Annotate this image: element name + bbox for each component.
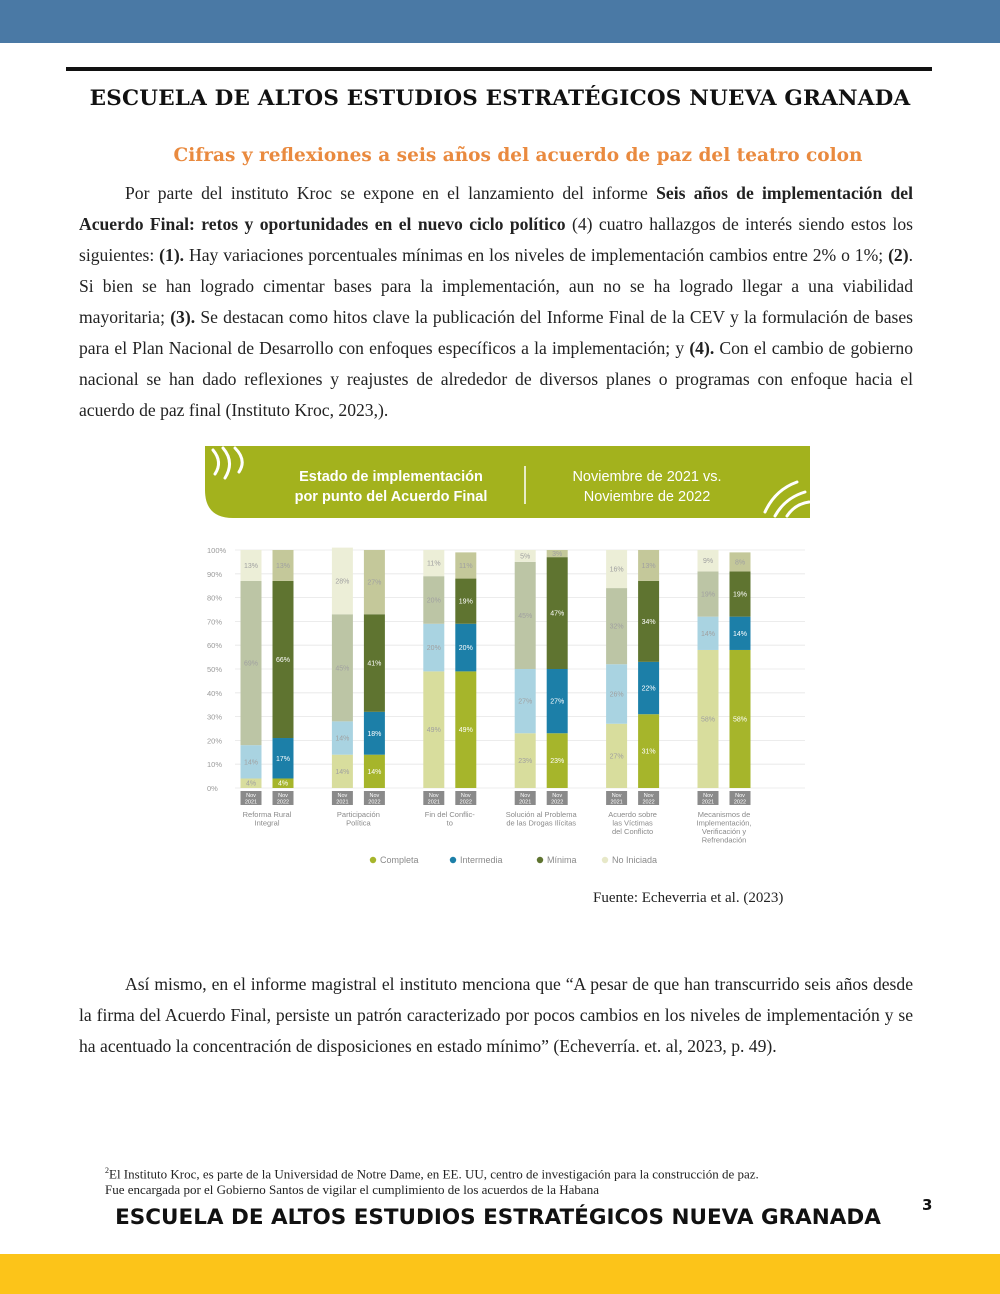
y-tick-label: 70% <box>207 617 223 627</box>
header-rule <box>66 67 932 71</box>
bar-value-label: 23% <box>550 758 565 766</box>
bar-value-label: 34% <box>641 618 656 626</box>
bar-value-label: 20% <box>458 645 473 653</box>
bar-value-label: 31% <box>641 748 656 756</box>
plot-area <box>207 546 805 865</box>
bar-value-label: 27% <box>518 698 533 706</box>
bar-value-label: 58% <box>732 716 748 724</box>
bar-value-label: 23% <box>518 758 533 766</box>
legend-marker <box>537 857 543 863</box>
bar-value-label: 14% <box>335 768 350 776</box>
bar-value-label: 41% <box>367 660 382 668</box>
legend-label: Mínima <box>547 855 577 865</box>
p1-text-5: Se destacan como hitos clave la publicación del Informe Final de la CEV y la formulación de bases para el Plan Nacional de Desarrollo con enfoques específicos a la implementación; y <box>79 307 914 358</box>
y-tick-label: 80% <box>207 593 223 603</box>
report-title: Seis años de implementación del Acuerdo Final: retos y oportunidades en el nuevo ciclo político <box>79 183 914 234</box>
bar-value-label: 3% <box>552 551 563 559</box>
chart-title-right-2: Noviembre de 2022 <box>583 489 711 505</box>
y-tick-label: 30% <box>207 712 223 722</box>
category-label: Solución al Problema <box>505 810 577 819</box>
period-label-month: Nov <box>520 793 531 799</box>
period-label-year: 2021 <box>519 799 532 806</box>
period-label-year: 2021 <box>427 799 440 806</box>
bar-value-label: 58% <box>700 716 716 724</box>
y-tick-label: 100% <box>207 546 227 555</box>
bar-value-label: 18% <box>367 730 382 738</box>
y-tick-label: 20% <box>207 736 223 746</box>
page-number: 3 <box>922 1196 933 1214</box>
chart-title-left-2: por punto del Acuerdo Final <box>294 489 488 505</box>
bar-value-label: 27% <box>367 579 382 587</box>
bar-value-label: 28% <box>335 578 350 586</box>
chart-title-left-1: Estado de implementación <box>299 469 483 485</box>
y-tick-label: 90% <box>207 569 223 579</box>
category-label: Mecanismos de <box>697 810 751 819</box>
period-label-year: 2021 <box>244 799 258 806</box>
period-label-year: 2021 <box>610 799 623 806</box>
bar-value-label: 13% <box>275 562 291 570</box>
legend-marker <box>602 857 608 863</box>
category-label: Reforma Rural <box>242 810 292 819</box>
footnote <box>105 1163 905 1198</box>
bar-value-label: 49% <box>426 727 441 735</box>
category-label: Acuerdo sobre <box>608 810 657 819</box>
bar-value-label: 45% <box>518 612 533 620</box>
category-label: Verificación y <box>701 827 747 836</box>
finding-marker-3: (3). <box>170 307 196 327</box>
bar-value-label: 13% <box>243 562 259 570</box>
bar-value-label: 14% <box>335 735 350 743</box>
period-label-year: 2021 <box>701 799 715 806</box>
bar-value-label: 20% <box>426 597 441 605</box>
bar-value-label: 9% <box>702 558 714 566</box>
bar-value-label: 17% <box>275 755 291 763</box>
period-label-year: 2022 <box>276 799 290 806</box>
p1-text-3: Hay variaciones porcentuales mínimas en los niveles de implementación cambios entre 2% o 1%; <box>184 245 889 265</box>
period-label-month: Nov <box>369 793 380 799</box>
bar-value-label: 26% <box>609 691 624 699</box>
bar-value-label: 8% <box>734 559 746 567</box>
y-tick-label: 50% <box>207 665 223 674</box>
legend-label: Completa <box>380 855 419 865</box>
p1-text-2: (4) cuatro hallazgos de interés siendo estos los siguientes: <box>79 214 913 265</box>
period-label-year: 2022 <box>459 799 472 806</box>
category-label: Integral <box>254 818 280 828</box>
bar-value-label: 16% <box>609 566 624 574</box>
bar-value-label: 14% <box>367 768 382 776</box>
category-label: Participación <box>336 810 380 819</box>
bar-value-label: 49% <box>458 727 473 735</box>
period-label-month: Nov <box>703 793 713 799</box>
period-label-month: Nov <box>278 793 288 799</box>
period-label-month: Nov <box>735 793 745 799</box>
bar-value-label: 5% <box>520 553 531 561</box>
legend-marker <box>370 857 376 863</box>
bar-value-label: 19% <box>458 598 473 606</box>
category-label: de las Drogas Ilícitas <box>506 818 577 828</box>
bar-value-label: 11% <box>427 560 441 568</box>
footnote-mark: 2 <box>105 1166 109 1175</box>
bottom-color-band <box>0 1254 1000 1294</box>
top-color-band <box>0 0 1000 43</box>
bar-value-label: 4% <box>277 780 289 788</box>
bar-value-label: 13% <box>641 562 656 570</box>
bar-value-label: 47% <box>550 610 565 618</box>
p1-text-4: . Si bien se han logrado cimentar bases para la implementación, aun no se ha logrado llegar a una viabilidad mayoritaria; <box>79 245 913 327</box>
bar-value-label: 14% <box>700 630 716 638</box>
bar-value-label: 22% <box>641 685 656 693</box>
y-tick-label: 0% <box>207 784 218 793</box>
period-label-year: 2021 <box>336 799 349 806</box>
period-label-month: Nov <box>246 793 256 799</box>
bar-value-label: 27% <box>609 753 624 761</box>
bar-value-label: 11% <box>459 562 473 570</box>
paragraph-2-text: Así mismo, en el informe magistral el instituto menciona que “A pesar de que han transcurrido seis años desde la firma del Acuerdo Final, persiste un patrón caracterizado por pocos cambios en los niveles de implementación y se ha acentuado la concentración de disposiciones en estado mínimo” (Echeverría. et. al, 2023, p. 49). <box>79 974 913 1056</box>
chart-title-right-1: Noviembre de 2021 vs. <box>572 469 722 485</box>
legend-label: No Iniciada <box>612 855 658 865</box>
bar-value-label: 66% <box>275 656 291 664</box>
implementation-chart <box>205 446 810 872</box>
bar-value-label: 4% <box>245 780 257 788</box>
legend-label: Intermedia <box>460 855 503 865</box>
bar-value-label: 19% <box>732 591 748 599</box>
y-tick-label: 10% <box>207 760 223 770</box>
legend-marker <box>450 857 456 863</box>
bar-value-label: 14% <box>732 630 748 638</box>
period-label-month: Nov <box>611 793 622 799</box>
footnote-line-2: Fue encargada por el Gobierno Santos de vigilar el cumplimiento de los acuerdos de la Habana <box>105 1182 599 1198</box>
chart-svg <box>205 446 810 872</box>
bar-value-label: 27% <box>550 698 565 706</box>
bar-value-label: 19% <box>700 591 716 599</box>
bar-value-label: 45% <box>335 665 350 673</box>
bar-value-label: 14% <box>243 759 259 767</box>
period-label-month: Nov <box>552 793 563 799</box>
category-label: Fin del Conflic- <box>424 810 475 819</box>
finding-marker-2: (2) <box>888 245 909 265</box>
figure-source: Fuente: Echeverria et al. (2023) <box>593 890 784 906</box>
article-subtitle: Cifras y reflexiones a seis años del acuerdo de paz del teatro colon <box>173 145 863 166</box>
p1-text-6: Con el cambio de gobierno nacional se han dado reflexiones y reajustes de alrededor de diversos planes o programas con enfoque hacia el acuerdo de paz final (Instituto Kroc, 2023,). <box>79 338 913 420</box>
category-label: Refrendación <box>701 835 747 845</box>
y-tick-label: 60% <box>207 641 223 651</box>
category-label: to <box>446 818 453 828</box>
finding-marker-4: (4). <box>689 338 715 358</box>
bar-value-label: 20% <box>426 645 441 653</box>
footnote-line-1: El Instituto Kroc, es parte de la Universidad de Notre Dame, en EE. UU, centro de investigación para la construcción de paz. <box>109 1166 759 1182</box>
category-label: Implementación, <box>696 818 752 828</box>
category-label: del Conflicto <box>611 827 654 836</box>
period-label-month: Nov <box>460 793 471 799</box>
category-label: las Víctimas <box>612 818 653 828</box>
period-label-year: 2022 <box>551 799 564 806</box>
category-label: Política <box>346 818 371 828</box>
p1-text-1: Por parte del instituto Kroc se expone en el lanzamiento del informe <box>125 183 657 203</box>
period-label-year: 2022 <box>368 799 381 806</box>
footer-title: ESCUELA DE ALTOS ESTUDIOS ESTRATÉGICOS NUEVA GRANADA <box>115 1205 881 1230</box>
period-label-year: 2022 <box>733 799 747 806</box>
period-label-month: Nov <box>643 793 654 799</box>
header-title: ESCUELA DE ALTOS ESTUDIOS ESTRATÉGICOS NUEVA GRANADA <box>89 86 911 111</box>
paragraph-2 <box>79 969 913 1062</box>
bar-value-label: 69% <box>243 660 259 668</box>
period-label-year: 2022 <box>642 799 655 806</box>
paragraph-1 <box>79 178 913 426</box>
y-tick-label: 40% <box>207 688 223 698</box>
bar-value-label: 32% <box>609 623 624 631</box>
finding-marker-1: (1). <box>159 245 185 265</box>
period-label-month: Nov <box>428 793 439 799</box>
period-label-month: Nov <box>337 793 348 799</box>
